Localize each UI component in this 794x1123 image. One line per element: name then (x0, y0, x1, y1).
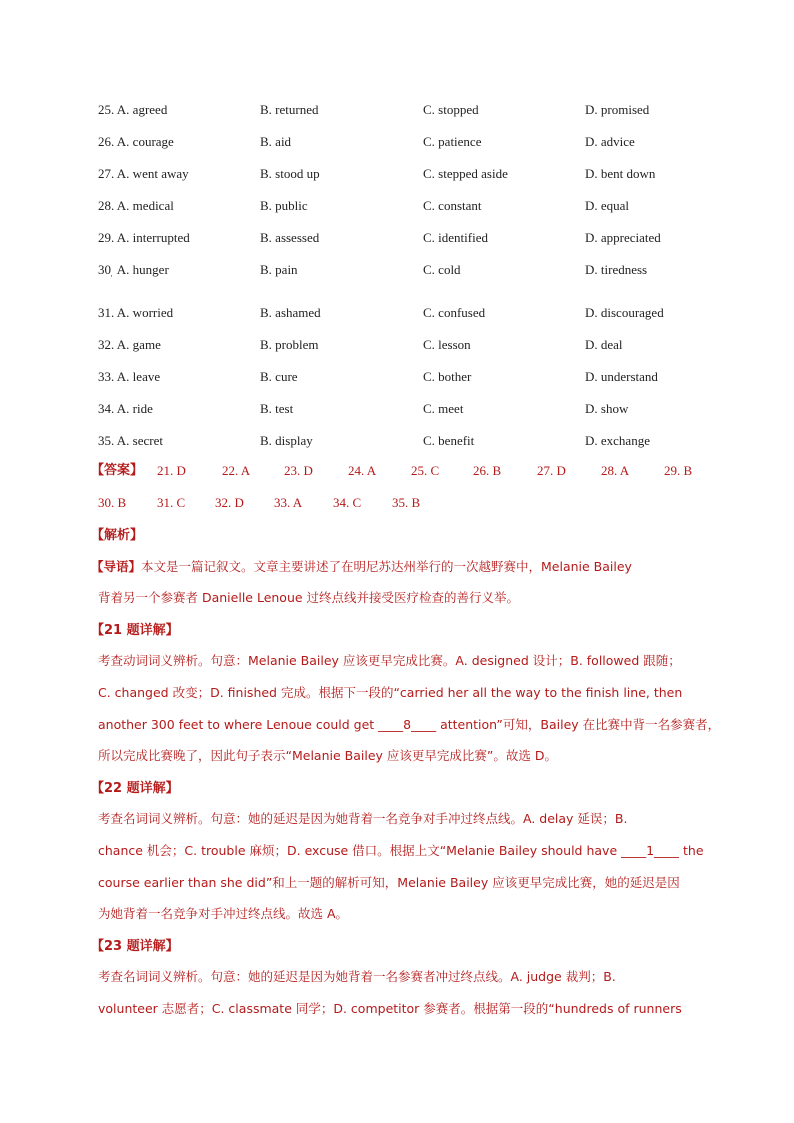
daoyu-line-2: 背着另一个参赛者 Danielle Lenoue 过终点线并接受医疗检查的善行义举。 (98, 590, 520, 606)
q21-line-4: 所以完成比赛晚了，因此句子表示“Melanie Bailey 应该更早完成比赛”。故选 D。 (98, 748, 557, 764)
option-c: C. bother (423, 369, 472, 384)
option-b: B. returned (260, 102, 319, 117)
option-b: B. aid (260, 134, 292, 149)
option-row-28 (98, 196, 718, 228)
option-c: C. meet (423, 401, 464, 416)
option-c: C. patience (423, 134, 482, 149)
option-d: D. deal (585, 337, 623, 352)
option-b: B. problem (260, 337, 319, 352)
option-row-33 (98, 367, 718, 399)
q22-line-3: course earlier than she did”和上一题的解析可知，Melanie Bailey 应该更早完成比赛，她的延迟是因 (98, 874, 680, 890)
option-row-29 (98, 228, 718, 260)
options-list (98, 100, 718, 463)
option-row-27 (98, 164, 718, 196)
option-row-34 (98, 399, 718, 431)
option-b: B. assessed (260, 230, 320, 245)
option-c: C. stepped aside (423, 166, 508, 181)
answer-item: 31. C (157, 494, 186, 510)
daoyu-line-1: 【导语】本文是一篇记叙文。文章主要讲述了在明尼苏达州举行的一次越野赛中，Melanie Bailey (91, 558, 632, 574)
answer-item: 21. D (157, 463, 186, 478)
answer-item: 34. C (333, 494, 362, 510)
q23-line-1: 考查名词词义辨析。句意：她的延迟是因为她背着一名参赛者冲过终点线。A. judge 裁判；B. (98, 969, 616, 985)
answer-item: 23. D (284, 463, 313, 478)
option-d: D. discouraged (585, 305, 664, 320)
option-b: B. public (260, 198, 308, 213)
option-c: C. confused (423, 305, 486, 320)
option-row-32 (98, 335, 718, 367)
option-b: B. display (260, 433, 313, 448)
option-b: B. cure (260, 369, 298, 384)
answer-item: 22. A (222, 463, 251, 478)
q23-line-2: volunteer 志愿者；C. classmate 同学；D. competitor 参赛者。根据第一段的“hundreds of runners (98, 1000, 682, 1016)
answer-item: 25. C (411, 463, 440, 478)
q21-line-2: C. changed 改变；D. finished 完成。根据下一段的“carried her all the way to the finish line, then (98, 684, 683, 700)
option-d: D. exchange (585, 433, 650, 448)
answer-item: 33. A (274, 494, 303, 510)
answer-row-2 (98, 493, 708, 525)
answer-label: 【答案】 (91, 463, 144, 478)
q22-line-2: chance 机会；C. trouble 麻烦；D. excuse 借口。根据上文“Melanie Bailey should have ____1____ the (98, 842, 704, 858)
option-a: 31. A. worried (98, 305, 174, 320)
answer-row-1 (91, 461, 708, 493)
option-row-25 (98, 100, 718, 132)
option-d: D. bent down (585, 166, 656, 181)
option-a: 32. A. game (98, 337, 161, 352)
option-a: 29. A. interrupted (98, 230, 190, 245)
answer-item: 28. A (601, 463, 630, 478)
option-b: B. ashamed (260, 305, 321, 320)
option-b: B. test (260, 401, 294, 416)
option-a: 26. A. courage (98, 134, 174, 149)
answer-item: 29. B (664, 463, 693, 478)
answer-item: 35. B (392, 494, 421, 510)
option-c: C. identified (423, 230, 488, 245)
option-a: 25. A. agreed (98, 102, 168, 117)
analysis-section (91, 525, 721, 1031)
q21-heading: 【21 题详解】 (91, 622, 179, 638)
answer-item: 30. B (98, 494, 127, 510)
answer-item: 27. D (537, 463, 566, 478)
option-d: D. promised (585, 102, 650, 117)
option-d: D. advice (585, 134, 635, 149)
option-c: C. cold (423, 262, 461, 277)
option-row-30 (98, 260, 718, 303)
answer-item: 24. A (348, 463, 377, 478)
q22-heading: 【22 题详解】 (91, 780, 179, 796)
option-d: D. understand (585, 369, 658, 384)
answer-key (91, 461, 708, 524)
analysis-heading: 【解析】 (91, 528, 144, 543)
option-d: D. equal (585, 198, 630, 213)
q21-line-1: 考查动词词义辨析。句意：Melanie Bailey 应该更早完成比赛。A. designed 设计；B. followed 跟随； (98, 653, 681, 669)
option-a: 28. A. medical (98, 198, 174, 213)
option-a: 30 A. hunger (98, 262, 169, 277)
q22-line-1: 考查名词词义辨析。句意：她的延迟是因为她背着一名竞争对手冲过终点线。A. delay 延误；B. (98, 811, 628, 827)
option-row-35 (98, 431, 718, 463)
stray-dot: · (110, 271, 113, 281)
option-b: B. stood up (260, 166, 320, 181)
option-c: C. lesson (423, 337, 471, 352)
option-d: D. show (585, 401, 629, 416)
option-c: C. benefit (423, 433, 475, 448)
option-b: B. pain (260, 262, 298, 277)
q22-line-4: 为她背着一名竞争对手冲过终点线。故选 A。 (98, 906, 349, 922)
option-a: 33. A. leave (98, 369, 161, 384)
option-a: 27. A. went away (98, 166, 189, 181)
option-c: C. constant (423, 198, 482, 213)
answer-item: 26. B (473, 463, 502, 478)
option-row-31 (98, 303, 718, 335)
option-a: 34. A. ride (98, 401, 153, 416)
q21-line-3: another 300 feet to where Lenoue could get ____8____ attention”可知，Bailey 在比赛中背一名参赛者， (98, 716, 721, 732)
option-row-26 (98, 132, 718, 164)
option-d: D. tiredness (585, 262, 648, 277)
option-c: C. stopped (423, 102, 479, 117)
option-d: D. appreciated (585, 230, 661, 245)
answer-item: 32. D (215, 494, 244, 510)
q23-heading: 【23 题详解】 (91, 938, 179, 954)
option-a: 35. A. secret (98, 433, 163, 448)
